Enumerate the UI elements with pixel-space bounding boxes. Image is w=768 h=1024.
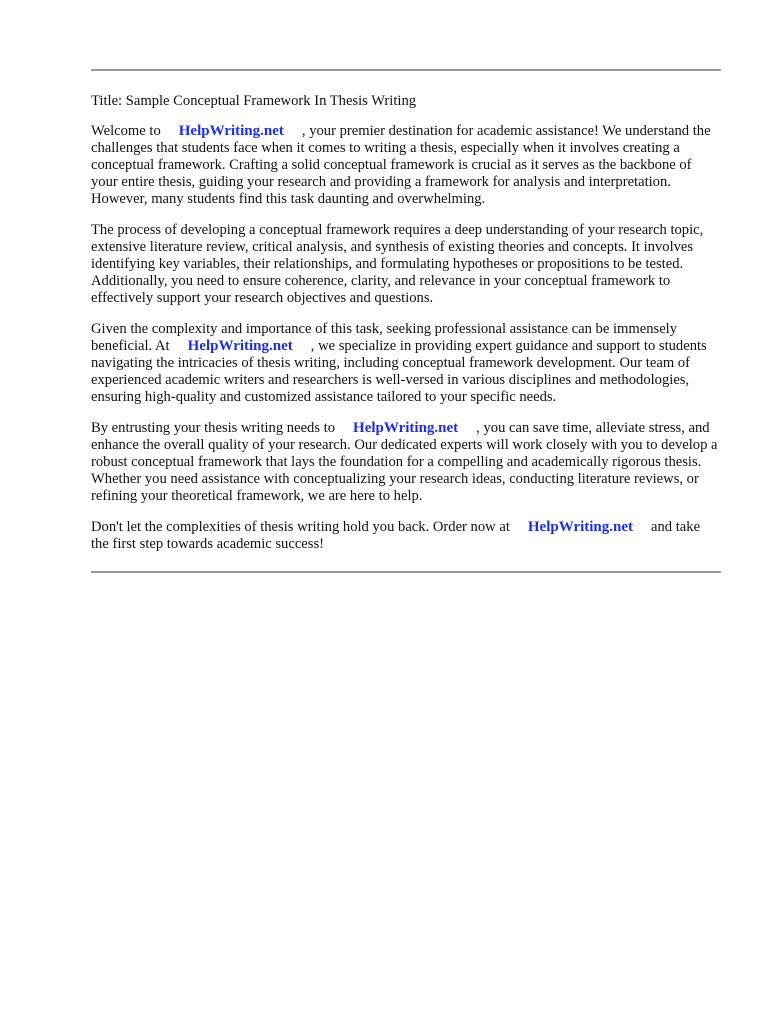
- paragraph-text: Welcome to: [91, 123, 161, 139]
- paragraph-call-to-action: [91, 519, 721, 553]
- paragraph-text: Given the complexity and importance of this task, seeking professional assistance can be immensely beneficial. At: [91, 321, 678, 354]
- top-divider: [91, 69, 721, 71]
- paragraph-text: Don't let the complexities of thesis writing hold you back. Order now at: [91, 519, 510, 535]
- paragraph-text: By entrusting your thesis writing needs to: [91, 420, 336, 436]
- paragraph-text: and take the first step towards academic success!: [91, 519, 701, 552]
- document-page: [91, 0, 721, 573]
- paragraph-welcome: [91, 123, 721, 208]
- helpwriting-link[interactable]: HelpWriting.net: [178, 123, 284, 139]
- paragraph-text: , you can save time, alleviate stress, and enhance the overall quality of your research. Our dedicated experts will work closely with you to develop a robust conceptual framework that lays the foundation for a compelling and academically rigorous thesis. Whether you need assistance with conceptualizing your research ideas, conducting literature reviews, or refining your theoretical framework, we are here to help.: [91, 420, 718, 504]
- paragraph-assistance: [91, 321, 721, 406]
- helpwriting-link[interactable]: HelpWriting.net: [353, 420, 459, 436]
- paragraph-text: , we specialize in providing expert guidance and support to students navigating the intricacies of thesis writing, including conceptual framework development. Our team of experienced academic writers and researchers is well-versed in various disciplines and methodologies, ensuring high-quality and customized assistance tailored to your specific needs.: [91, 338, 707, 405]
- helpwriting-link[interactable]: HelpWriting.net: [187, 338, 293, 354]
- helpwriting-link[interactable]: HelpWriting.net: [527, 519, 634, 535]
- paragraph-entrusting: [91, 420, 721, 505]
- document-title: Title: Sample Conceptual Framework In Thesis Writing: [91, 93, 417, 109]
- paragraph-text: , your premier destination for academic assistance! We understand the challenges that students face when it comes to writing a thesis, especially when it involves creating a conceptual framework. Crafting a solid conceptual framework is crucial as it serves as the backbone of your entire thesis, guiding your research and providing a framework for analysis and interpretation. However, many students find this task daunting and overwhelming.: [91, 123, 711, 207]
- paragraph-process: The process of developing a conceptual framework requires a deep understanding of your research topic, extensive literature review, critical analysis, and synthesis of existing theories and concepts. It involves identifying key variables, their relationships, and formulating hypotheses or propositions to be tested. Additionally, you need to ensure coherence, clarity, and relevance in your conceptual framework to effectively support your research objectives and questions.: [91, 222, 704, 306]
- bottom-divider: [91, 571, 721, 573]
